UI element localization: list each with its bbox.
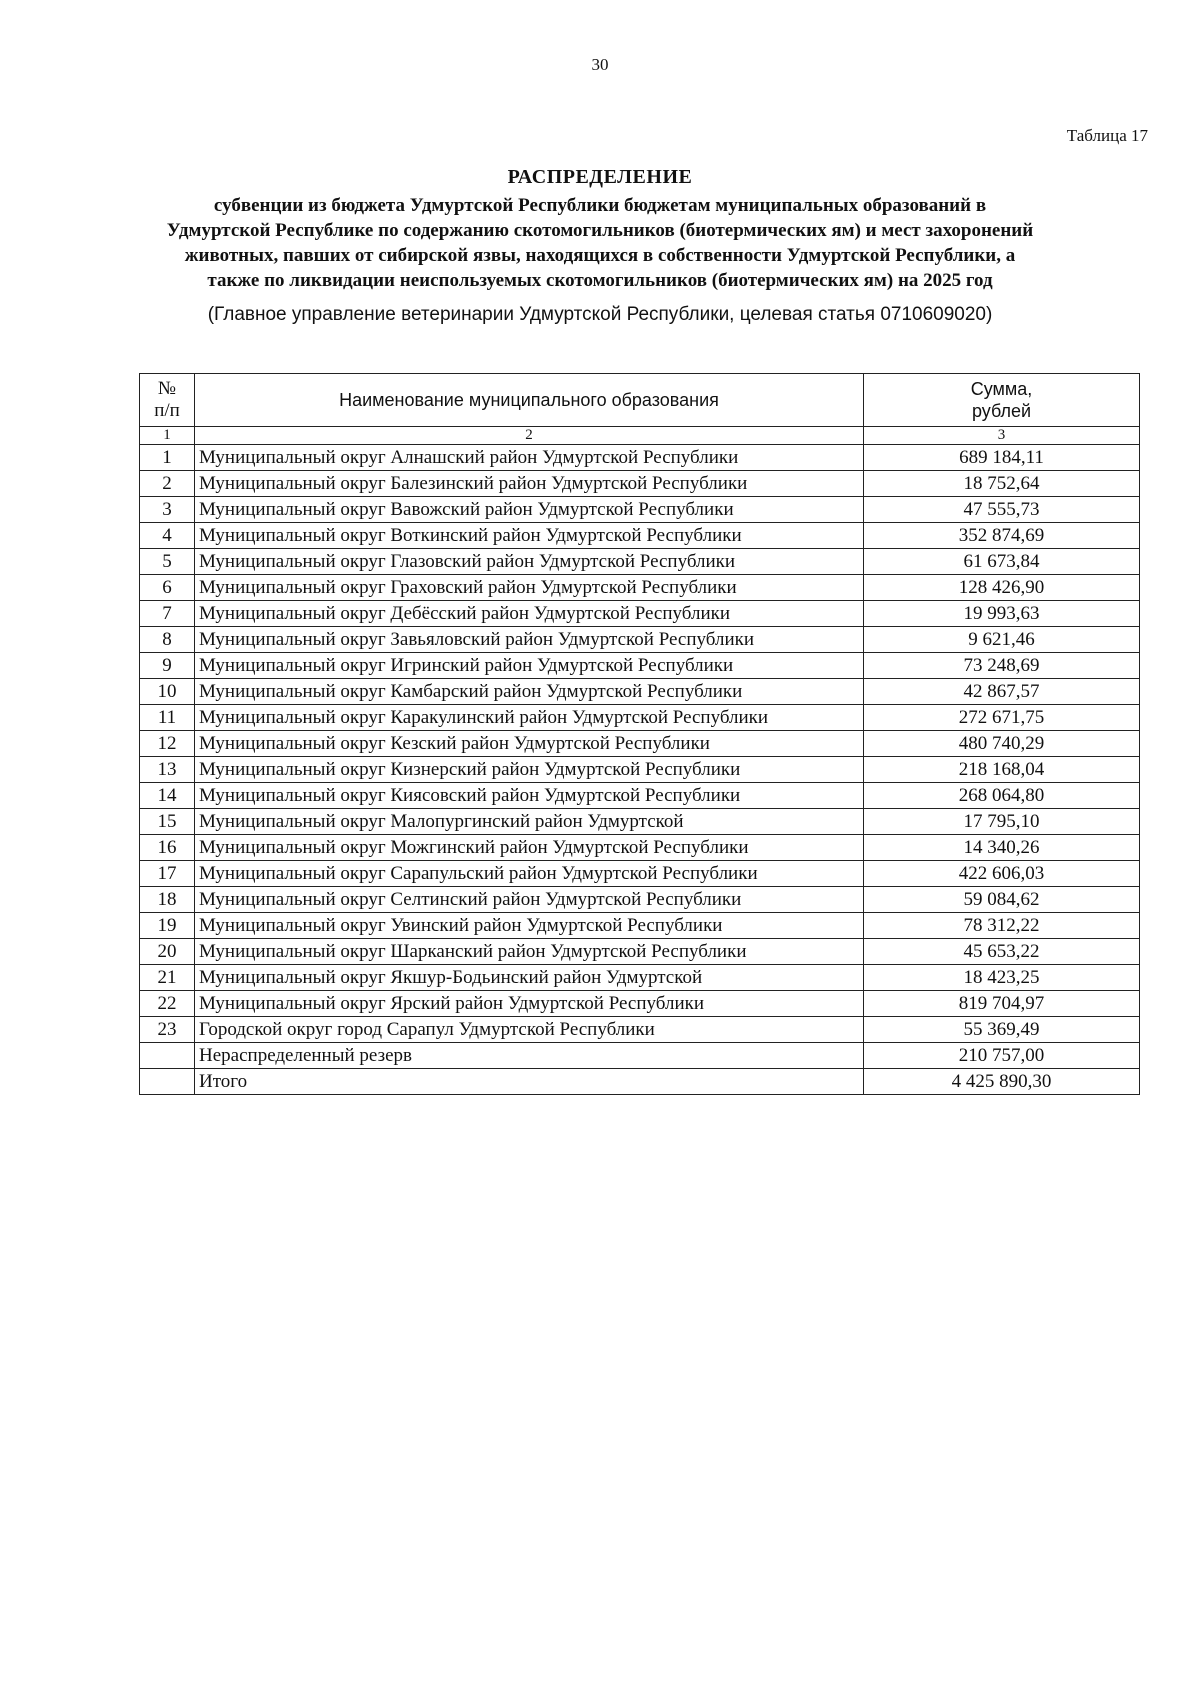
row-sum: 42 867,57 xyxy=(864,679,1140,705)
header-name: Наименование муниципального образования xyxy=(195,374,864,427)
subtitle-line: животных, павших от сибирской язвы, находящихся в собственности Удмуртской Республики, а xyxy=(184,245,1016,266)
row-number: 17 xyxy=(140,861,195,887)
row-sum: 45 653,22 xyxy=(864,939,1140,965)
column-index-1: 1 xyxy=(140,427,195,445)
row-number: 2 xyxy=(140,471,195,497)
table-row xyxy=(140,627,1140,653)
row-number: 20 xyxy=(140,939,195,965)
distribution-table xyxy=(139,373,1140,1095)
table-row xyxy=(140,497,1140,523)
row-municipality-name: Муниципальный округ Якшур-Бодьинский район Удмуртской xyxy=(195,965,864,991)
row-number: 6 xyxy=(140,575,195,601)
row-municipality-name: Муниципальный округ Ярский район Удмуртской Республики xyxy=(195,991,864,1017)
row-number: 22 xyxy=(140,991,195,1017)
header-number-symbol: № xyxy=(157,378,177,399)
row-sum: 218 168,04 xyxy=(864,757,1140,783)
table-row xyxy=(140,601,1140,627)
row-number: 8 xyxy=(140,627,195,653)
row-sum: 128 426,90 xyxy=(864,575,1140,601)
row-municipality-name: Муниципальный округ Можгинский район Удмуртской Республики xyxy=(195,835,864,861)
table-row xyxy=(140,913,1140,939)
row-municipality-name: Муниципальный округ Игринский район Удмуртской Республики xyxy=(195,653,864,679)
row-municipality-name: Муниципальный округ Шарканский район Удмуртской Республики xyxy=(195,939,864,965)
table-row xyxy=(140,549,1140,575)
document-subtitle xyxy=(120,193,1080,293)
page-number: 30 xyxy=(591,55,609,74)
table-row xyxy=(140,653,1140,679)
row-number: 7 xyxy=(140,601,195,627)
row-sum: 4 425 890,30 xyxy=(864,1069,1140,1095)
subtitle-line: Удмуртской Республике по содержанию скотомогильников (биотермических ям) и мест захоронений xyxy=(166,220,1034,241)
row-number: 16 xyxy=(140,835,195,861)
row-number: 14 xyxy=(140,783,195,809)
column-index-2: 2 xyxy=(195,427,864,445)
row-sum: 59 084,62 xyxy=(864,887,1140,913)
row-sum: 9 621,46 xyxy=(864,627,1140,653)
table-row xyxy=(140,809,1140,835)
table-row xyxy=(140,705,1140,731)
row-municipality-name: Итого xyxy=(195,1069,864,1095)
row-sum: 422 606,03 xyxy=(864,861,1140,887)
table-row xyxy=(140,887,1140,913)
table-label: Таблица 17 xyxy=(1066,126,1148,145)
row-sum: 19 993,63 xyxy=(864,601,1140,627)
table-row xyxy=(140,1069,1140,1095)
header-number-abbr: п/п xyxy=(154,400,180,421)
row-municipality-name: Муниципальный округ Воткинский район Удмуртской Республики xyxy=(195,523,864,549)
table-row xyxy=(140,1017,1140,1043)
table-row xyxy=(140,445,1140,471)
row-number: 3 xyxy=(140,497,195,523)
row-municipality-name: Муниципальный округ Завьяловский район Удмуртской Республики xyxy=(195,627,864,653)
row-municipality-name: Муниципальный округ Алнашский район Удмуртской Республики xyxy=(195,445,864,471)
row-number: 19 xyxy=(140,913,195,939)
row-sum: 18 423,25 xyxy=(864,965,1140,991)
header-number xyxy=(140,374,195,427)
table-row xyxy=(140,679,1140,705)
row-number: 23 xyxy=(140,1017,195,1043)
table-row xyxy=(140,965,1140,991)
row-sum: 689 184,11 xyxy=(864,445,1140,471)
document-heading: РАСПРЕДЕЛЕНИЕ xyxy=(507,166,693,188)
row-municipality-name: Муниципальный округ Селтинский район Удмуртской Республики xyxy=(195,887,864,913)
row-municipality-name: Муниципальный округ Балезинский район Удмуртской Республики xyxy=(195,471,864,497)
table-row xyxy=(140,523,1140,549)
row-municipality-name: Муниципальный округ Кизнерский район Удмуртской Республики xyxy=(195,757,864,783)
row-municipality-name: Муниципальный округ Камбарский район Удмуртской Республики xyxy=(195,679,864,705)
row-municipality-name: Муниципальный округ Дебёсский район Удмуртской Республики xyxy=(195,601,864,627)
row-number xyxy=(140,1043,195,1069)
row-sum: 480 740,29 xyxy=(864,731,1140,757)
row-sum: 47 555,73 xyxy=(864,497,1140,523)
row-number: 4 xyxy=(140,523,195,549)
row-sum: 210 757,00 xyxy=(864,1043,1140,1069)
table-row xyxy=(140,471,1140,497)
row-sum: 18 752,64 xyxy=(864,471,1140,497)
row-number: 9 xyxy=(140,653,195,679)
header-sum xyxy=(864,374,1140,427)
row-municipality-name: Муниципальный округ Каракулинский район Удмуртской Республики xyxy=(195,705,864,731)
table-row xyxy=(140,835,1140,861)
row-municipality-name: Муниципальный округ Глазовский район Удмуртской Республики xyxy=(195,549,864,575)
row-sum: 61 673,84 xyxy=(864,549,1140,575)
header-sum-unit: рублей xyxy=(971,401,1032,421)
table-row xyxy=(140,757,1140,783)
row-municipality-name: Муниципальный округ Сарапульский район Удмуртской Республики xyxy=(195,861,864,887)
table-body xyxy=(140,445,1140,1095)
row-municipality-name: Муниципальный округ Увинский район Удмуртской Республики xyxy=(195,913,864,939)
row-sum: 78 312,22 xyxy=(864,913,1140,939)
row-number: 11 xyxy=(140,705,195,731)
row-number: 21 xyxy=(140,965,195,991)
row-municipality-name: Городской округ город Сарапул Удмуртской Республики xyxy=(195,1017,864,1043)
row-sum: 268 064,80 xyxy=(864,783,1140,809)
row-number: 10 xyxy=(140,679,195,705)
column-index-row xyxy=(140,427,1140,445)
table-row xyxy=(140,861,1140,887)
row-municipality-name: Муниципальный округ Граховский район Удмуртской Республики xyxy=(195,575,864,601)
row-sum: 14 340,26 xyxy=(864,835,1140,861)
row-sum: 17 795,10 xyxy=(864,809,1140,835)
row-municipality-name: Нераспределенный резерв xyxy=(195,1043,864,1069)
row-municipality-name: Муниципальный округ Малопургинский район Удмуртской xyxy=(195,809,864,835)
row-municipality-name: Муниципальный округ Кезский район Удмуртской Республики xyxy=(195,731,864,757)
table-header-row xyxy=(140,374,1140,427)
table-row xyxy=(140,575,1140,601)
subtitle-line: также по ликвидации неиспользуемых скотомогильников (биотермических ям) на 2025 год xyxy=(207,270,993,291)
row-municipality-name: Муниципальный округ Киясовский район Удмуртской Республики xyxy=(195,783,864,809)
row-number: 13 xyxy=(140,757,195,783)
row-sum: 55 369,49 xyxy=(864,1017,1140,1043)
row-number: 12 xyxy=(140,731,195,757)
row-number: 15 xyxy=(140,809,195,835)
table-row xyxy=(140,939,1140,965)
table-row xyxy=(140,1043,1140,1069)
row-number: 18 xyxy=(140,887,195,913)
row-sum: 272 671,75 xyxy=(864,705,1140,731)
column-index-3: 3 xyxy=(864,427,1140,445)
header-sum-label: Сумма, xyxy=(970,379,1033,399)
table-row xyxy=(140,991,1140,1017)
row-number: 1 xyxy=(140,445,195,471)
row-number: 5 xyxy=(140,549,195,575)
row-sum: 73 248,69 xyxy=(864,653,1140,679)
table-row xyxy=(140,731,1140,757)
row-number xyxy=(140,1069,195,1095)
source-note: (Главное управление ветеринарии Удмуртской Республики, целевая статья 0710609020) xyxy=(207,304,993,325)
row-sum: 352 874,69 xyxy=(864,523,1140,549)
table-row xyxy=(140,783,1140,809)
row-sum: 819 704,97 xyxy=(864,991,1140,1017)
subtitle-line: субвенции из бюджета Удмуртской Республики бюджетам муниципальных образований в xyxy=(213,195,987,216)
row-municipality-name: Муниципальный округ Вавожский район Удмуртской Республики xyxy=(195,497,864,523)
